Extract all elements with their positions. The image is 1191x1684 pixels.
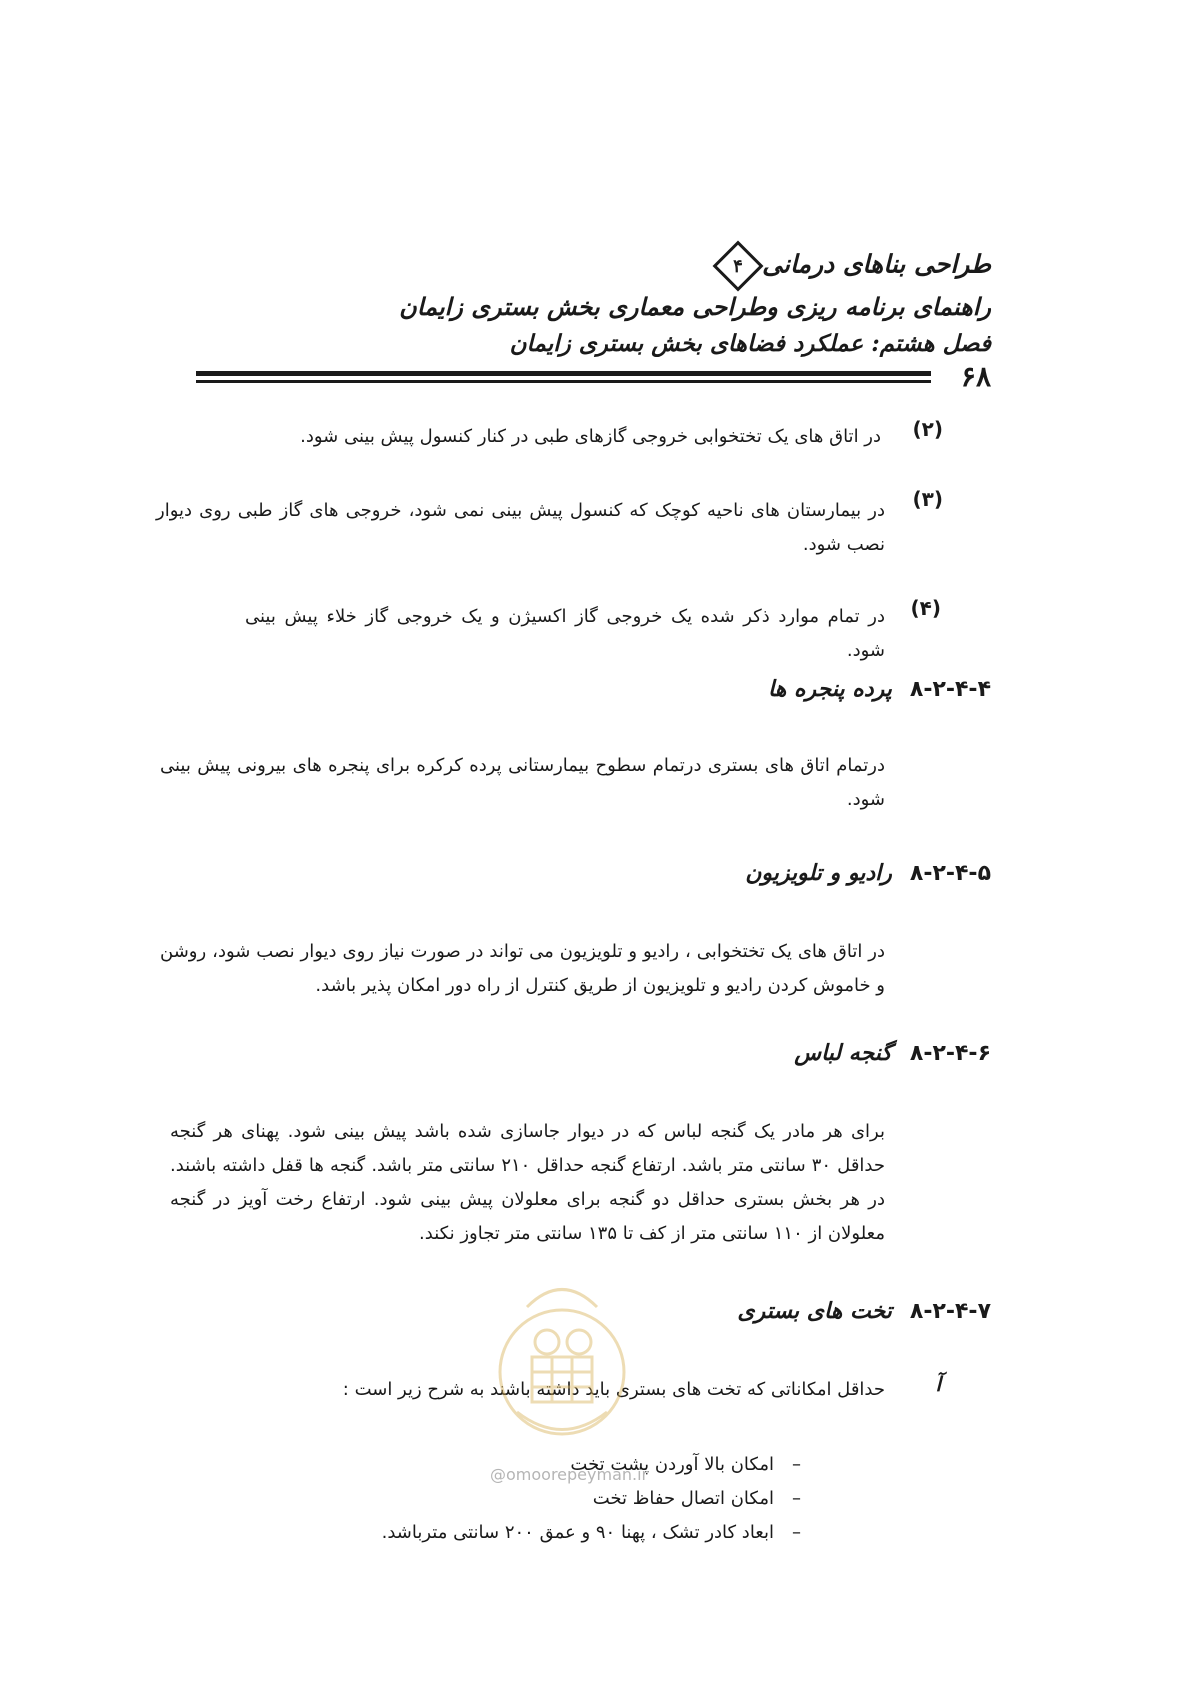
item-number: (۴) bbox=[910, 596, 941, 620]
book-title-text: طراحی بناهای درمانی bbox=[762, 249, 991, 279]
page-number: ۶۸ bbox=[960, 360, 991, 393]
item-text: در اتاق های یک تختخوابی خروجی گازهای طبی در کنار کنسول پیش بینی شود. bbox=[300, 426, 881, 447]
book-title bbox=[714, 248, 991, 284]
section-number: ۸-۲-۴-۶ bbox=[909, 1041, 991, 1066]
volume-badge bbox=[713, 241, 764, 292]
watermark-url: @omoorepeyman.ir bbox=[490, 1465, 649, 1484]
section-title: تخت های بستری bbox=[737, 1298, 892, 1324]
section-text: برای هر مادر یک گنجه لباس که در دیوار جاسازی شده باشد پیش بینی شود. پهنای هر گنجه حداقل ۳۰ سانتی متر باشد. ارتفاع گنجه حداقل ۲۱۰ سانتی متر باشد. گنجه ها قفل داشته باشند. در هر بخش بستری حداقل دو گنجه برای معلولان پیش بینی شود. ارتفاع رخت آویز در گنجه معلولان از ۱۱۰ سانتی متر از کف تا ۱۳۵ سانتی متر تجاوز نکند. bbox=[170, 1121, 885, 1244]
requirements-intro: حداقل امکاناتی که تخت های بستری باید داشته باشند به شرح زیر است : bbox=[342, 1379, 885, 1400]
item-text: در بیمارستان های ناحیه کوچک که کنسول پیش بینی نمی شود، خروجی های گاز طبی روی دیوار نصب شود. bbox=[156, 500, 885, 555]
list-item-text: امکان اتصال حفاظ تخت bbox=[592, 1488, 774, 1509]
item-text: در تمام موارد ذکر شده یک خروجی گاز اکسیژن و یک خروجی گاز خلاء پیش بینی شود. bbox=[245, 606, 885, 661]
bullet-dash: – bbox=[792, 1454, 801, 1475]
item-number: (۲) bbox=[912, 417, 943, 441]
section-title: رادیو و تلویزیون bbox=[745, 860, 892, 886]
list-item-text: امکان بالا آوردن پشت تخت bbox=[570, 1454, 774, 1475]
chapter-title: فصل هشتم: عملکرد فضاهای بخش بستری زایمان bbox=[509, 330, 991, 357]
section-heading bbox=[794, 1040, 991, 1066]
item-number: (۳) bbox=[912, 487, 943, 511]
watermark-logo bbox=[487, 1262, 637, 1458]
volume-number: ۴ bbox=[733, 255, 743, 277]
list-marker: آ bbox=[935, 1372, 941, 1396]
section-text: در اتاق های یک تختخوابی ، رادیو و تلویزیون می تواند در صورت نیاز روی دیوار نصب شود، روشن و خاموش کردن رادیو و تلویزیون از طریق کنترل از راه دور امکان پذیر باشد. bbox=[160, 941, 885, 996]
guide-title: راهنمای برنامه ریزی وطراحی معماری بخش بستری زایمان bbox=[399, 292, 991, 321]
section-number: ۸-۲-۴-۴ bbox=[909, 677, 991, 702]
section-number: ۸-۲-۴-۵ bbox=[909, 861, 991, 886]
section-heading bbox=[768, 676, 991, 702]
list-item bbox=[382, 1516, 801, 1550]
bullet-dash: – bbox=[792, 1488, 801, 1509]
section-title: گنجه لباس bbox=[794, 1040, 892, 1066]
section-title: پرده پنجره ها bbox=[768, 676, 892, 702]
bullet-dash: – bbox=[792, 1522, 801, 1543]
list-item-text: ابعاد کادر تشک ، پهنا ۹۰ و عمق ۲۰۰ سانتی مترباشد. bbox=[381, 1522, 774, 1543]
section-heading bbox=[745, 860, 991, 886]
section-heading bbox=[737, 1298, 991, 1324]
list-item bbox=[593, 1482, 801, 1516]
section-text: درتمام اتاق های بستری درتمام سطوح بیمارستانی پرده کرکره برای پنجره های بیرونی پیش بینی شود. bbox=[160, 755, 885, 810]
section-number: ۸-۲-۴-۷ bbox=[909, 1299, 991, 1324]
